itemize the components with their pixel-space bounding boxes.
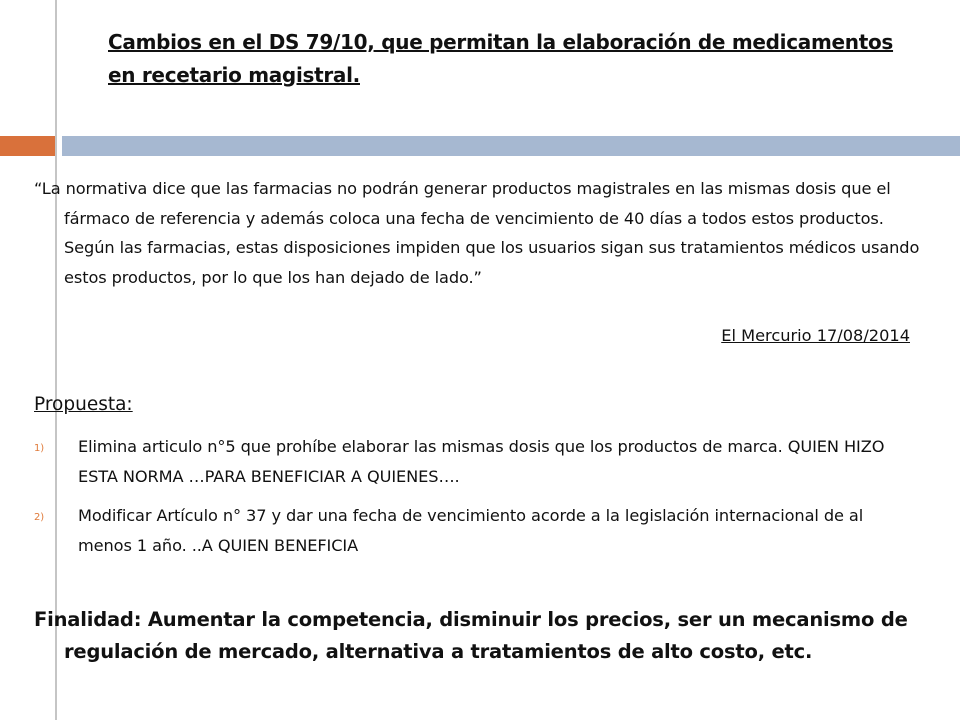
slide-title: Cambios en el DS 79/10, que permitan la elaboración de medicamentos en recetario magistral. bbox=[108, 30, 894, 87]
list-item-text: Modificar Artículo n° 37 y dar una fecha de vencimiento acorde a la legislación internacional de al menos 1 año. ..A QUIEN BENEFICIA bbox=[78, 506, 864, 555]
propuesta-heading: Propuesta: bbox=[34, 394, 133, 415]
list-item-number: 1) bbox=[34, 443, 45, 454]
news-quote: “La normativa dice que las farmacias no podrán generar productos magistrales en las mismas dosis que el fármaco de referencia y además coloca una fecha de vencimiento de 40 días a todos estos productos. Según las farmacias, estas disposiciones impiden que los usuarios sigan sus tratamientos médicos usando estos productos, por lo que los han dejado de lado.” bbox=[34, 179, 920, 287]
accent-bar-orange bbox=[0, 136, 55, 156]
quote-source: El Mercurio 17/08/2014 bbox=[721, 326, 910, 345]
propuesta-list bbox=[34, 432, 914, 570]
accent-bar-blue bbox=[62, 136, 960, 156]
list-item bbox=[34, 432, 914, 491]
list-item-text: Elimina articulo n°5 que prohíbe elaborar las mismas dosis que los productos de marca. QUIEN HIZO ESTA NORMA …PARA BENEFICIAR A QUIENES…. bbox=[78, 437, 885, 486]
list-item-number: 2) bbox=[34, 512, 45, 523]
list-item bbox=[34, 501, 914, 560]
finalidad-statement: Finalidad: Aumentar la competencia, disminuir los precios, ser un mecanismo de regulación de mercado, alternativa a tratamientos de alto costo, etc. bbox=[34, 608, 908, 663]
